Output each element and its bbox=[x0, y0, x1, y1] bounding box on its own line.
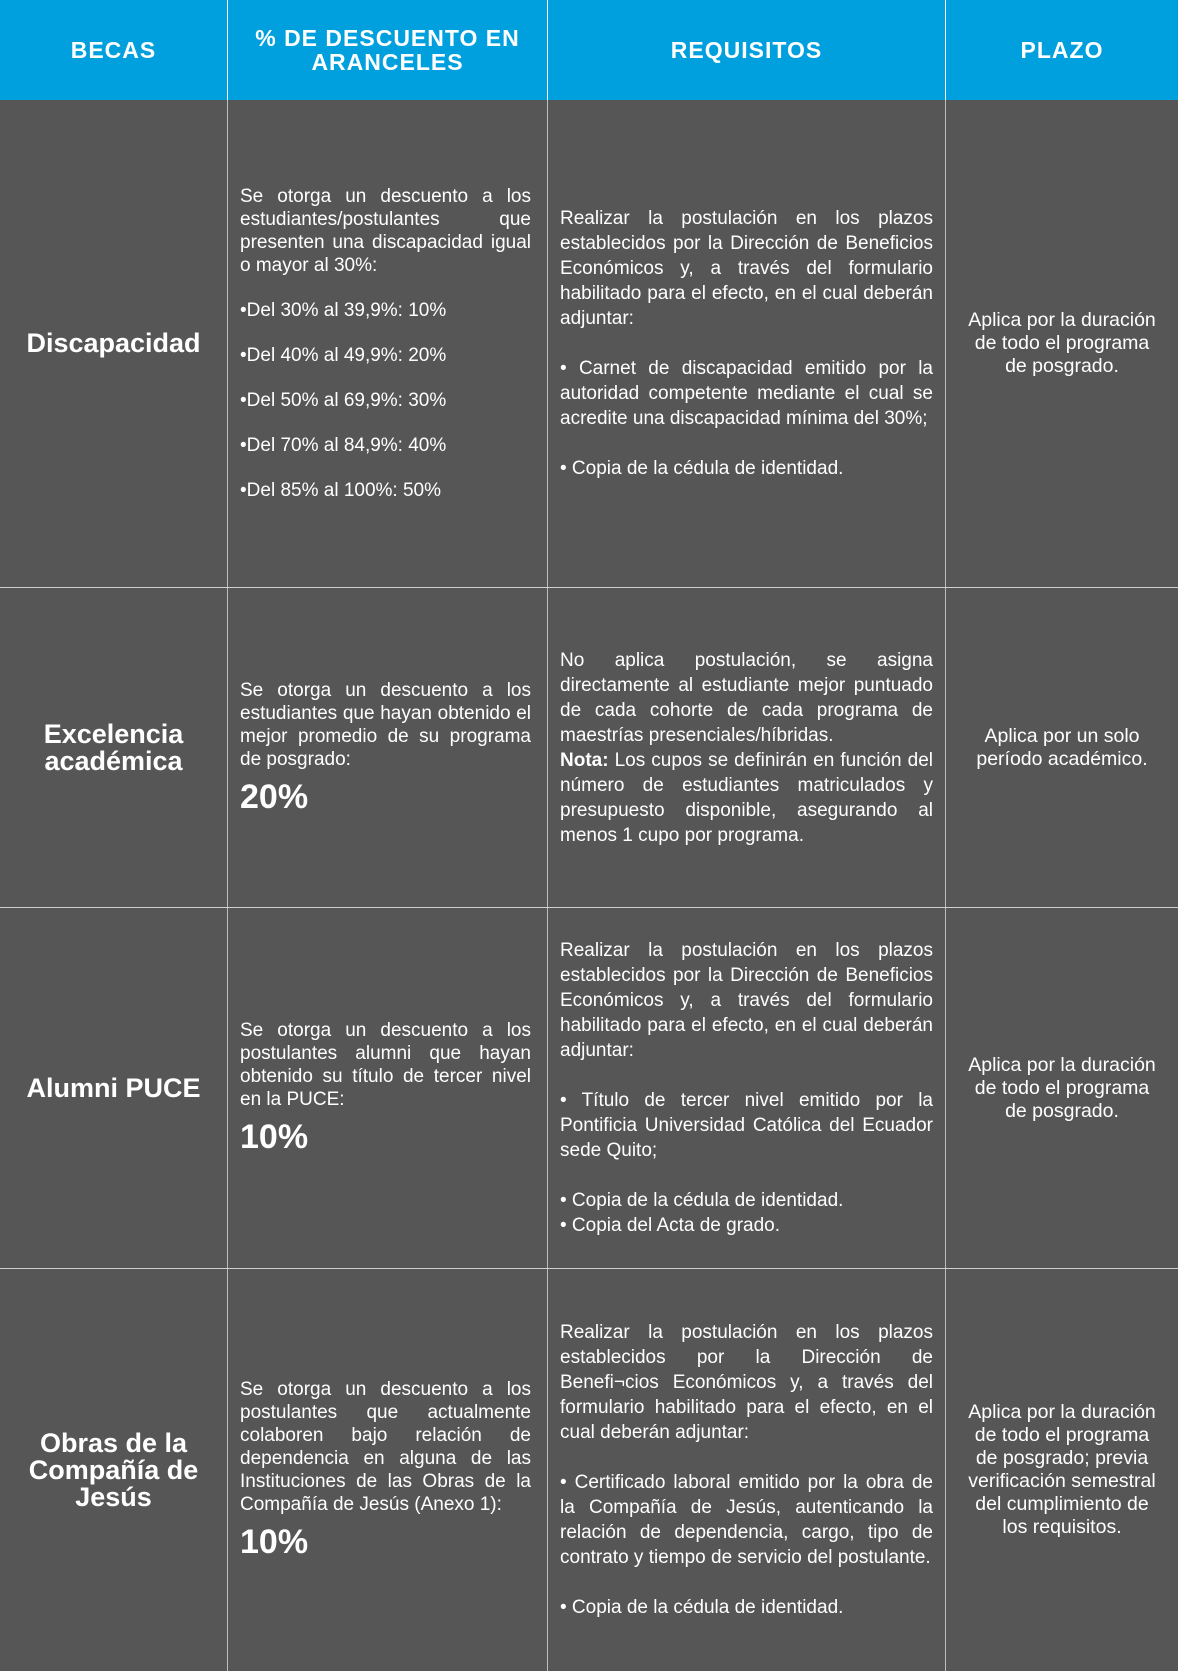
requisito-text: • Título de tercer nivel emitido por la Pontificia Universidad Católica del Ecuador sede Quito; bbox=[560, 1090, 933, 1161]
table-row bbox=[0, 100, 1178, 587]
beca-name: Obras de la Compañía de Jesús bbox=[0, 1269, 228, 1671]
requisito-text: Realizar la postulación en los plazos establecidos por la Dirección de Beneficios Económicos y, a través del formulario habilitado para el efecto, en el cual deberán adjuntar: bbox=[560, 208, 933, 329]
descuento-text: Se otorga un descuento a los estudiantes/postulantes que presenten una discapacidad igual o mayor al 30%: bbox=[240, 186, 531, 276]
plazo-cell bbox=[946, 588, 1178, 907]
requisito-text: Realizar la postulación en los plazos establecidos por la Dirección de Benefi¬cios Económicos y, a través del formulario habilitado para el efecto, en el cual deberán adjuntar: bbox=[560, 1322, 933, 1443]
descuento-text: Se otorga un descuento a los estudiantes que hayan obtenido el mejor promedio de su programa de posgrado: bbox=[240, 679, 531, 770]
beca-name: Excelencia académica bbox=[0, 588, 228, 907]
descuento-cell bbox=[228, 588, 548, 907]
header-requisitos: REQUISITOS bbox=[548, 0, 946, 100]
descuento-item: •Del 85% al 100%: 50% bbox=[240, 480, 441, 501]
requisito-text: • Copia de la cédula de identidad. bbox=[560, 1597, 844, 1618]
plazo-cell bbox=[946, 100, 1178, 587]
header-becas: BECAS bbox=[0, 0, 228, 100]
requisito-text: • Copia del Acta de grado. bbox=[560, 1215, 781, 1236]
descuento-text: Se otorga un descuento a los postulantes que actualmente colaboren bajo relación de dependencia en alguna de las Instituciones de las Obras de la Compañía de Jesús (Anexo 1): bbox=[240, 1379, 531, 1515]
table-row bbox=[0, 1268, 1178, 1671]
table-row bbox=[0, 907, 1178, 1268]
requisito-text: • Carnet de discapacidad emitido por la autoridad competente mediante el cual se acredite una discapacidad mínima del 30%; bbox=[560, 358, 933, 429]
table-header bbox=[0, 0, 1178, 100]
plazo-text: Aplica por la duración de todo el programa de posgrado; previa verificación semestral del cumplimiento de los requisitos. bbox=[968, 1401, 1156, 1538]
descuento-item: •Del 50% al 69,9%: 30% bbox=[240, 390, 447, 411]
requisito-nota bbox=[560, 748, 933, 848]
beca-name: Alumni PUCE bbox=[0, 908, 228, 1268]
requisitos-cell bbox=[548, 1269, 946, 1671]
plazo-text: Aplica por la duración de todo el programa de posgrado. bbox=[968, 309, 1156, 377]
table-row bbox=[0, 587, 1178, 907]
header-plazo: PLAZO bbox=[1020, 37, 1104, 63]
plazo-cell bbox=[946, 1269, 1178, 1671]
requisitos-cell bbox=[548, 588, 946, 907]
descuento-item: •Del 70% al 84,9%: 40% bbox=[240, 435, 447, 456]
descuento-percent: 10% bbox=[240, 1523, 309, 1561]
requisitos-cell bbox=[548, 100, 946, 587]
plazo-text: Aplica por un solo período académico. bbox=[976, 724, 1148, 770]
header-descuento: % DE DESCUENTO EN ARANCELES bbox=[228, 0, 548, 100]
requisito-text: Realizar la postulación en los plazos establecidos por la Dirección de Beneficios Económicos y, a través del formulario habilitado para el efecto, en el cual deberán adjuntar: bbox=[560, 940, 933, 1061]
descuento-cell bbox=[228, 1269, 548, 1671]
requisito-text: No aplica postulación, se asigna directamente al estudiante mejor puntuado de cada cohorte de cada programa de maestrías presenciales/híbridas. bbox=[560, 649, 933, 746]
requisito-text: • Copia de la cédula de identidad. bbox=[560, 458, 844, 479]
requisitos-cell bbox=[548, 908, 946, 1268]
descuento-item: •Del 40% al 49,9%: 20% bbox=[240, 345, 447, 366]
descuento-item: •Del 30% al 39,9%: 10% bbox=[240, 300, 447, 321]
beca-name: Discapacidad bbox=[0, 100, 228, 587]
nota-text: Los cupos se definirán en función del número de estudiantes matriculados y presupuesto disponible, asegurando al menos 1 cupo por programa. bbox=[560, 749, 933, 846]
requisito-text: • Certificado laboral emitido por la obra de la Compañía de Jesús, autenticando la relación de dependencia, cargo, tipo de contrato y tiempo de servicio del postulante. bbox=[560, 1472, 933, 1568]
plazo-text: Aplica por la duración de todo el programa de posgrado. bbox=[968, 1053, 1156, 1122]
nota-label: Nota: bbox=[560, 749, 609, 771]
plazo-cell bbox=[946, 908, 1178, 1268]
descuento-text: Se otorga un descuento a los postulantes alumni que hayan obtenido su título de tercer nivel en la PUCE: bbox=[240, 1020, 531, 1110]
descuento-percent: 10% bbox=[240, 1118, 309, 1156]
descuento-cell bbox=[228, 100, 548, 587]
descuento-percent: 20% bbox=[240, 777, 309, 816]
requisito-text: • Copia de la cédula de identidad. bbox=[560, 1190, 844, 1211]
descuento-cell bbox=[228, 908, 548, 1268]
